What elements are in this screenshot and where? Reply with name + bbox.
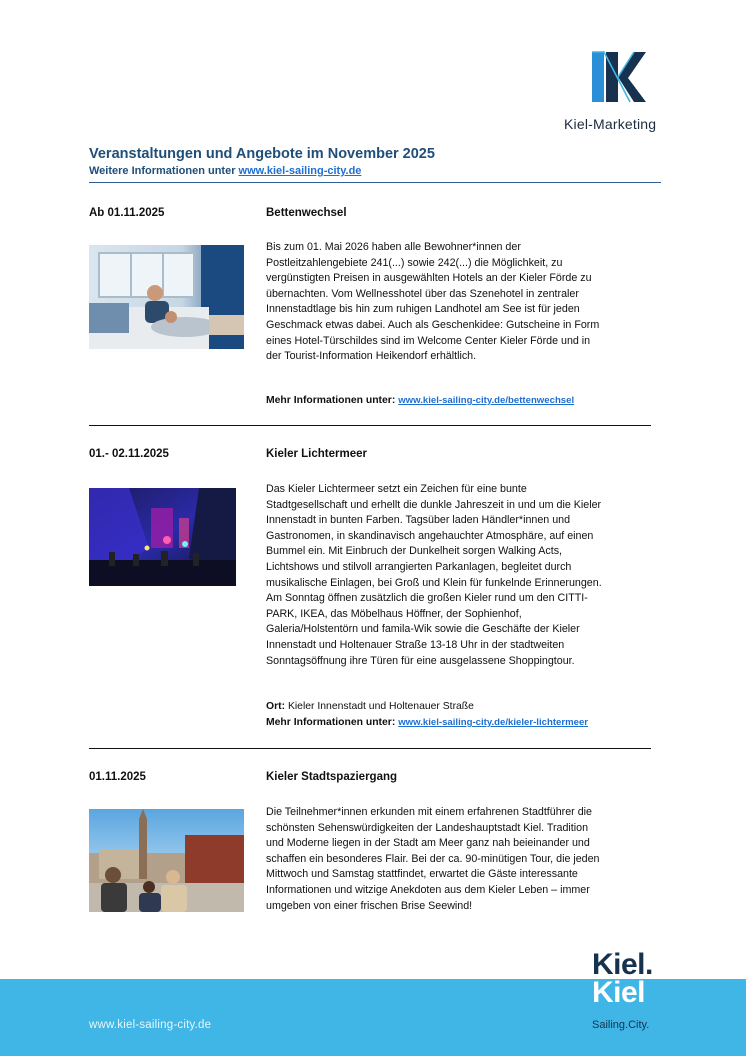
text-line: Galeria/Holstentörn und famila-Wik sowie die Geschäfte der Kieler: [266, 623, 580, 636]
event-title: Bettenwechsel: [266, 207, 347, 219]
more-info-label: Mehr Informationen unter:: [266, 395, 399, 406]
light-festival-photo: [89, 488, 236, 586]
text-line: vergünstigten Preisen in ausgewählten Hotels an der Kieler Förde zu: [266, 272, 592, 285]
text-line: umgeben von einer frischen Brise Seewind!: [266, 899, 473, 912]
text-line: Postleitzahlengebiete 241(...) sowie 242(...) die Möglichkeit, zu: [266, 256, 563, 269]
event-description: [266, 240, 661, 365]
more-info-label: Mehr Informationen unter:: [266, 717, 399, 728]
text-line: Innenstadt in bunten Farben. Tagsüber laden Händler*innen und: [266, 514, 571, 527]
footer-website-link[interactable]: www.kiel-sailing-city.de: [89, 1019, 212, 1031]
logo-tagline: Sailing.City.: [592, 1019, 650, 1031]
text-line: schaffen ein besonderes Flair. Bei der ca. 90-minütigen Tour, die jeden: [266, 852, 600, 865]
kiel-sailing-city-logo: [590, 948, 670, 1038]
text-line: Bis zum 01. Mai 2026 haben alle Bewohner*innen der: [266, 241, 521, 253]
event-title: Kieler Stadtspaziergang: [266, 771, 398, 783]
separator-line: [89, 748, 651, 749]
text-line: übernachten. Vom Wellnesshotel über das Szenehotel in zentraler: [266, 287, 579, 300]
lichtermeer-link[interactable]: www.kiel-sailing-city.de/kieler-lichtermeer: [398, 717, 589, 728]
text-line: PARK, IKEA, das Möbelhaus Höffner, der Sophienhof,: [266, 607, 522, 620]
text-line: Stadtgesellschaft und erhellt die dunkle Jahreszeit in und um die Kieler: [266, 498, 602, 511]
text-line: Mittwoch und Samstag stattfindet, erwartet die Gäste interessante: [266, 868, 578, 881]
text-line: Informationen und witzige Anekdoten aus dem Kieler Leben – immer: [266, 883, 590, 896]
kiel-marketing-logo: [560, 48, 678, 138]
subtitle-prefix: Weitere Informationen unter: [89, 165, 239, 177]
text-line: Lichtshows und stilvoll arrangierten Parkanlagen, begleitet durch: [266, 560, 572, 573]
more-info: [266, 715, 666, 731]
text-line: Die Teilnehmer*innen erkunden mit einem erfahrenen Stadtführer die: [266, 806, 592, 818]
event-title: Kieler Lichtermeer: [266, 448, 367, 460]
text-line: der Tourist-Information Heikendorf erhältlich.: [266, 350, 477, 363]
text-line: Am Sonntag öffnen zusätzlich die großen Kieler rund um den CITTI-: [266, 592, 588, 605]
text-line: Bummel ein. Mit Einbruch der Dunkelheit sorgen Walking Acts,: [266, 545, 563, 558]
page-subtitle: [89, 165, 661, 177]
text-line: und Moderne liegen in der Stadt am Meer ganz nah beieinander und: [266, 837, 590, 850]
text-line: Innenstadt und Holtenauer Straße 13-18 Uhr in der stadtweiten: [266, 638, 565, 651]
text-line: Gastronomen, in skandinavisch angehauchter Atmosphäre, auf einen: [266, 529, 594, 542]
text-line: schönsten Sehenswürdigkeiten der Landeshauptstadt Kiel. Tradition: [266, 821, 589, 834]
bettenwechsel-link[interactable]: www.kiel-sailing-city.de/bettenwechsel: [398, 395, 575, 406]
event-description: [266, 805, 661, 914]
logo-wordmark: Kiel.: [592, 948, 653, 981]
separator-line: [89, 425, 651, 426]
text-line: musikalische Einlagen, bei Groß und Klein für funkelnde Erinnerungen.: [266, 576, 602, 589]
document-header: [89, 146, 661, 183]
website-link[interactable]: www.kiel-sailing-city.de: [238, 165, 362, 177]
more-info: [266, 393, 666, 409]
page-title: Veranstaltungen und Angebote im November 2025: [89, 146, 435, 162]
text-line: Sonntagsöffnung ihre Türen für eine ausgelassene Shoppingtour.: [266, 654, 575, 667]
text-line: Innenstadtlage bis hin zum ruhigen Landhotel am See ist für jeden: [266, 303, 580, 316]
event-description: [266, 482, 661, 669]
k-monogram-icon: [590, 48, 646, 106]
city-walk-photo: [89, 809, 244, 912]
text-line: Das Kieler Lichtermeer setzt ein Zeichen für eine bunte: [266, 483, 527, 495]
event-date: Ab 01.11.2025: [89, 207, 165, 219]
location-value: Kieler Innenstadt und Holtenauer Straße: [287, 701, 474, 712]
text-line: eines Hotel-Türschildes sind im Welcome Center Kieler Förde und in: [266, 334, 591, 347]
brand-name: Kiel-Marketing: [564, 116, 657, 132]
event-date: 01.- 02.11.2025: [89, 448, 169, 460]
event-location: [266, 699, 666, 715]
text-line: Geschmack etwas dabei. Auch als Geschenkidee: Gutscheine in Form: [266, 318, 600, 331]
event-date: 01.11.2025: [89, 771, 146, 783]
location-label: Ort:: [266, 701, 288, 712]
logo-wordmark-reflection: Kiel: [592, 976, 646, 1009]
hotel-room-photo: [89, 245, 244, 349]
